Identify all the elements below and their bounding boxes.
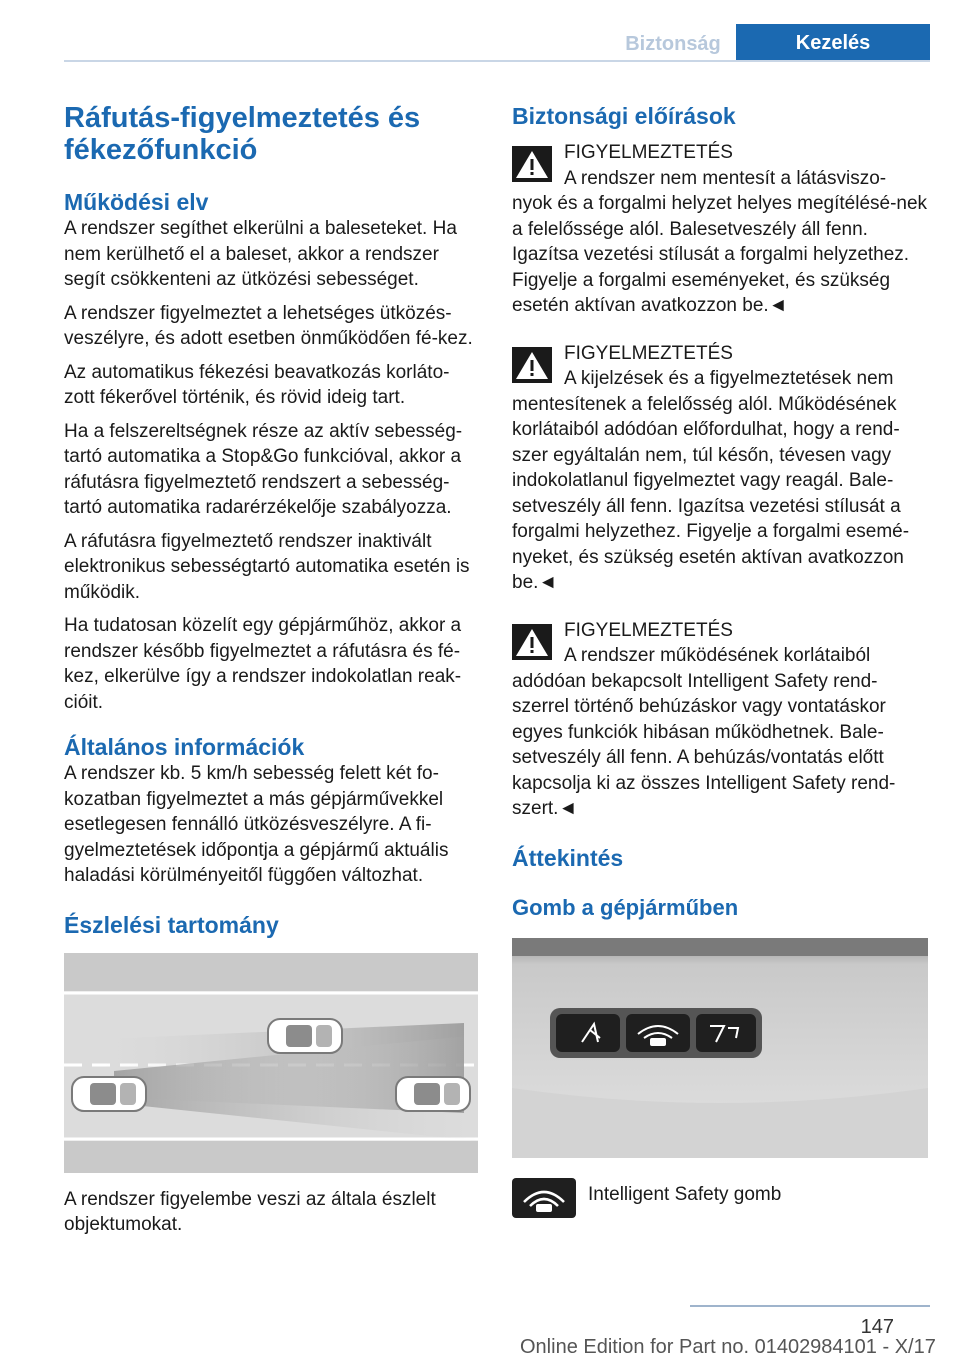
tab-biztonsag[interactable]: Biztonság [625,33,721,55]
warning-block-3 [512,618,930,822]
legend-text: Intelligent Safety gomb [588,1183,782,1205]
road-diagram [64,953,478,1173]
intelligent-safety-icon [512,1178,576,1218]
section-heading-altalanos-informaciok: Általános információk [64,734,305,760]
figure-caption: A rendszer figyelembe veszi az általa észlelt objektumokat. [64,1188,436,1235]
button-panel-illustration [512,938,928,1158]
section-heading-mukodesi-elv: Működési elv [64,189,209,215]
warning-triangle-icon [512,624,552,665]
section-heading-biztonsagi-eloirasok: Biztonsági előírások [512,103,736,129]
button-panel-photo [512,938,928,1158]
subsection-heading-gomb: Gomb a gépjárműben [512,894,739,920]
warning-label: FIGYELMEZTETÉS [564,619,733,641]
paragraph: A rendszer kb. 5 km/h sebesség felett két fo-kozatban figyelmeztet a más gépjárművekkel esetlegesen fennálló ütközésveszélyre. A fi-gyelmeztetések időpontja a gépjármű aktuális haladási körülményeitől függően változhat. [64,763,449,886]
section-heading-eszlelesi-tartomany: Észlelési tartomány [64,911,279,938]
warning-triangle-icon [512,347,552,388]
paragraph: A rendszer figyelmeztet a lehetséges ütközés-veszélyre, és adott esetben önműködően fé-kez. [64,302,473,349]
footer-edition: Online Edition for Part no. 01402984101 - X/17 [520,1336,936,1358]
warning-triangle-icon [512,146,552,187]
warning-label: FIGYELMEZTETÉS [564,142,733,163]
page-title: Ráfutás-figyelmeztetés és fékezőfunkció [64,102,421,166]
detection-range-illustration [64,953,478,1173]
paragraph: A ráfutásra figyelmeztető rendszer inaktivált elektronikus sebességtartó automatika esetén is működik. [64,530,470,603]
warning-text: mentesítenek a felelősség alól. Működésének korlátaiból adódóan előfordulhat, hogy a rend-szer egyáltalán nem, túl későn, tévesen vagy indokolatlanul figyelmeztet vagy reagál. Bale-setveszély áll fenn. Igazítsa vezetési stílusát a forgalmi helyzethez. Figyelje a forgalmi esemé-nyeket, és szükség esetén aktívan avatkozzon be.◄ [512,393,910,593]
section-heading-attekintes: Áttekintés [512,844,624,871]
warning-text-first: A kijelzések és a figyelmeztetések nem [564,368,894,389]
legend-row [512,1176,930,1218]
page-number: 147 [860,1316,894,1338]
paragraph: Az automatikus fékezési beavatkozás korláto-zott fékerővel történik, és rövid ideig tart. [64,361,450,408]
tab-kezeles[interactable]: Kezelés [736,24,930,62]
right-column [512,102,930,1218]
car-top [268,1019,342,1053]
warning-block-2 [512,341,930,596]
paragraph: A rendszer segíthet elkerülni a baleseteket. Ha nem kerülhető el a baleset, akkor a rendszer segít csökkenteni az ütközési sebességet. [64,218,457,290]
warning-text: adódóan bekapcsolt Intelligent Safety rend-szerrel történő behúzáskor vagy vontatáskor egyes funkciók hibásan működhetnek. Bale-setveszély áll fenn. A behúzás/vontatás előtt kapcsolja ki az összes Intelligent Safety rend-szert.◄ [512,670,896,819]
warning-text: nyok és a forgalmi helyzet helyes megítélésé-nek a felelőssége alól. Balesetveszély áll fenn. Igazítsa vezetési stílusát a forgalmi helyzethez. Figyelje a forgalmi eseményeket, és szükség esetén aktívan avatkozzon be.◄ [512,193,928,316]
paragraph: Ha a felszereltségnek része az aktív sebesség-tartó automatika a Stop&Go funkcióval, akkor a ráfutásra figyelmeztető rendszert a sebesség-tartó automatika radarérzékelője szabályozza. [64,420,463,518]
car-left [72,1077,146,1111]
header-rule [64,60,930,62]
warning-block-1 [512,140,930,319]
warning-label: FIGYELMEZTETÉS [564,342,733,364]
warning-text-first: A rendszer működésének korlátaiból [564,645,871,666]
warning-text-first: A rendszer nem mentesít a látásviszo- [564,167,887,189]
car-right [396,1077,470,1111]
paragraph: Ha tudatosan közelít egy gépjárműhöz, akkor a rendszer később figyelmeztet a ráfutásra és fé-kez, elkerülve így a rendszer indokolatlan reak-cióit. [64,615,462,713]
footer-rule [690,1305,930,1307]
button-right [696,1014,756,1052]
left-column [64,102,478,1246]
